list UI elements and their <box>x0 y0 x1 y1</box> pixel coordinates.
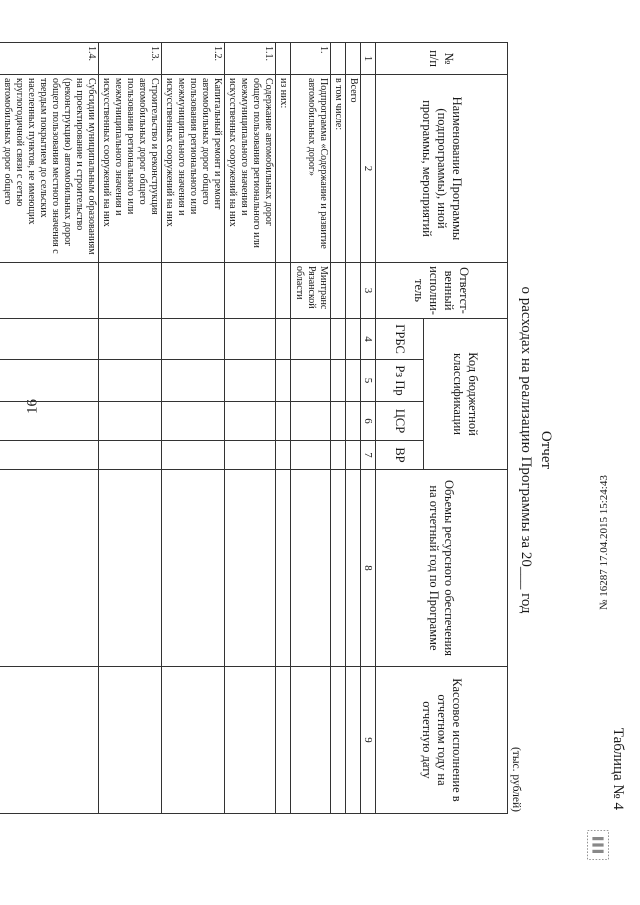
row-name: Капитальный ремонт и ремонт автомобильных дорог общего пользования регионального или межмуниципального значения и искусственных сооружений на них <box>162 75 225 263</box>
row-name: Подпрограмма «Содержание и развитие автомобильных дорог» <box>291 75 331 263</box>
header-name: Наименование Программы (подпрограммы), иной программы, мероприятий <box>376 75 508 263</box>
header-vr: ВР <box>376 441 424 470</box>
table-row <box>276 43 291 814</box>
col-number: 4 <box>361 319 376 360</box>
row-name: Субсидии муниципальным образованиям на проектирование и строительство (реконструкцию) автомобильных дорог общего пользования местного значения с твердым покрытием до сельских населенных пунктов, не имеющих круглогодичной связи с сетью автомобильных дорог общего <box>0 75 99 263</box>
table-row <box>162 43 225 814</box>
col-number: 8 <box>361 470 376 667</box>
row-executor <box>346 263 361 319</box>
units-label: (тыс. рублей) <box>510 746 522 812</box>
report-table <box>0 42 508 814</box>
report-title-line1: Отчет <box>538 430 554 470</box>
page-number: 16 <box>24 399 41 414</box>
row-num: 1.4. <box>0 43 99 75</box>
row-executor <box>225 263 276 319</box>
row-num <box>331 43 346 75</box>
header-grbs: ГРБС <box>376 319 424 360</box>
col-number: 6 <box>361 402 376 441</box>
header-rzpr: Рз Пр <box>376 360 424 402</box>
table-row <box>331 43 346 814</box>
table-label: Таблица № 4 <box>610 727 626 810</box>
col-number: 7 <box>361 441 376 470</box>
col-number: 3 <box>361 263 376 319</box>
col-number: 9 <box>361 667 376 814</box>
row-name: в том числе: <box>331 75 346 263</box>
table-row <box>291 43 331 814</box>
table-row <box>99 43 162 814</box>
header-executor: Ответст-венный исполни-тель <box>376 263 508 319</box>
row-executor <box>331 263 346 319</box>
header-budget-code: Код бюджетной классификации <box>424 319 508 470</box>
header-row <box>424 43 508 814</box>
row-num <box>346 43 361 75</box>
row-executor <box>276 263 291 319</box>
col-number: 5 <box>361 360 376 402</box>
row-executor <box>162 263 225 319</box>
report-title-line2: о расходах на реализацию Программы за 20___ год <box>518 286 534 614</box>
row-num: 1.2. <box>162 43 225 75</box>
col-number: 2 <box>361 75 376 263</box>
col-number: 1 <box>361 43 376 75</box>
header-cash: Кассовое исполнение в отчетном году на отчетную дату <box>376 667 508 814</box>
table-row <box>0 43 99 814</box>
row-name: из них: <box>276 75 291 263</box>
row-executor <box>0 263 99 319</box>
row-name: Всего <box>346 75 361 263</box>
header-num: № п/п <box>376 43 508 75</box>
column-numbers-row <box>361 43 376 814</box>
row-executor: Минтранс Рязанской области <box>291 263 331 319</box>
registry-logo-icon <box>586 826 610 864</box>
header-volume: Объемы ресурсного обеспечения на отчетный год по Программе <box>376 470 508 667</box>
table-row <box>346 43 361 814</box>
row-num: 1. <box>291 43 331 75</box>
report-title <box>516 200 556 700</box>
row-num <box>276 43 291 75</box>
row-name: Содержание автомобильных дорог общего пользования регионального или межмуниципального значения и искусственных сооружений на них <box>225 75 276 263</box>
table-row <box>225 43 276 814</box>
row-executor <box>99 263 162 319</box>
row-name: Строительство и реконструкция автомобильных дорог общего пользования регионального или межмуниципального значения и искусственных сооружений на них <box>99 75 162 263</box>
row-num: 1.1. <box>225 43 276 75</box>
document-stamp: № 16287 17.04.2015 15:24:43 <box>598 475 610 610</box>
row-num: 1.3. <box>99 43 162 75</box>
header-csr: ЦСР <box>376 402 424 441</box>
